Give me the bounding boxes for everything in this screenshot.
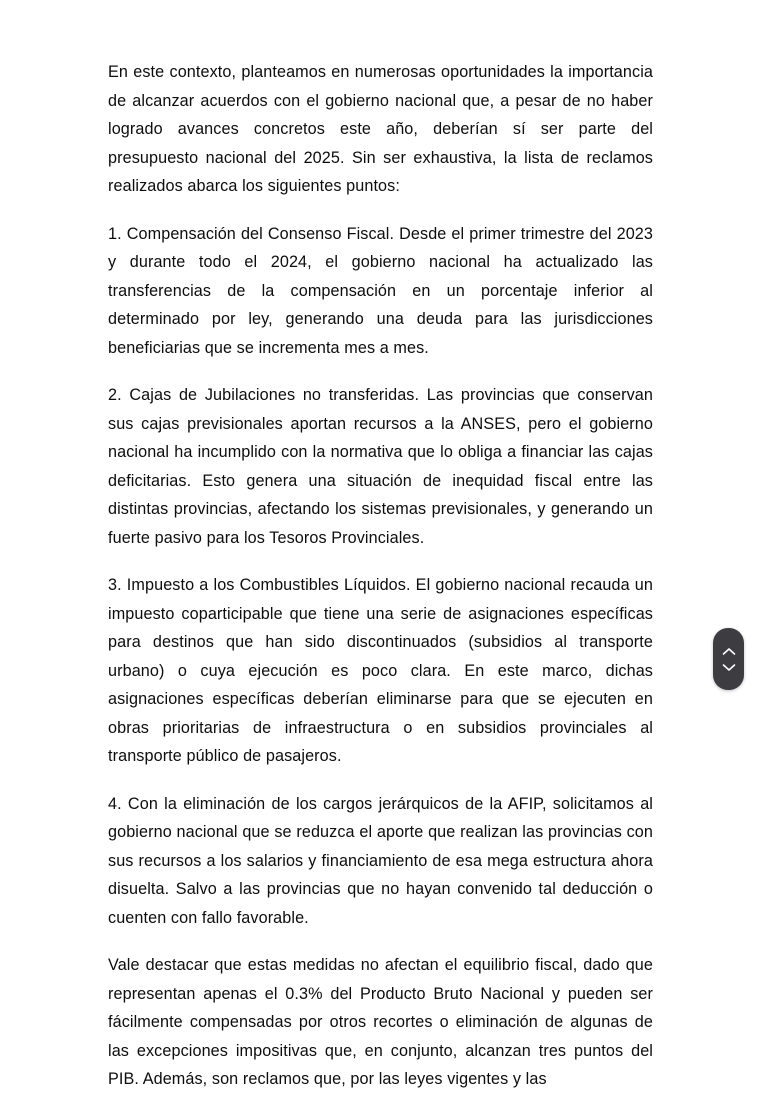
- paragraph: 2. Cajas de Jubilaciones no transferidas. Las provincias que conservan sus cajas previsionales aportan recursos a la ANSES, pero el gobierno nacional ha incumplido con la normativa que lo obliga a financiar las cajas deficitarias. Esto genera una situación de inequidad fiscal entre las distintas provincias, afectando los sistemas previsionales, y generando un fuerte pasivo para los Tesoros Provinciales.: [108, 386, 653, 547]
- chevron-down-icon[interactable]: [722, 660, 736, 674]
- paragraph: Vale destacar que estas medidas no afectan el equilibrio fiscal, dado que representan apenas el 0.3% del Producto Bruto Nacional y pueden ser fácilmente compensadas por otros recortes o eliminación de algunas de las excepciones impositivas que, en conjunto, alcanzan tres puntos del PIB. Además, son reclamos que, por las leyes vigentes y las: [108, 956, 653, 1088]
- chevron-up-icon[interactable]: [722, 644, 736, 658]
- paragraph: 4. Con la eliminación de los cargos jerárquicos de la AFIP, solicitamos al gobierno nacional que se reduzca el aporte que realizan las provincias con sus recursos a los salarios y financiamiento de esa mega estructura ahora disuelta. Salvo a las provincias que no hayan convenido tal deducción o cuenten con fallo favorable.: [108, 794, 653, 927]
- paragraph: 1. Compensación del Consenso Fiscal. Desde el primer trimestre del 2023 y durante todo el 2024, el gobierno nacional ha actualizado las transferencias de la compensación en un porcentaje inferior al determinado por ley, generando una deuda para las jurisdicciones beneficiarias que se incrementa mes a mes.: [108, 224, 653, 357]
- paragraph: 3. Impuesto a los Combustibles Líquidos. El gobierno nacional recauda un impuesto coparticipable que tiene una serie de asignaciones específicas para destinos que han sido discontinuados (subsidios al transporte urbano) o cuya ejecución es poco clara. En este marco, dichas asignaciones específicas deberían eliminarse para que se ejecuten en obras prioritarias de infraestructura o en subsidios provinciales al transporte público de pasajeros.: [108, 576, 653, 765]
- document-body: [108, 58, 653, 1094]
- scroll-navigation-widget[interactable]: [713, 628, 744, 690]
- paragraph: En este contexto, planteamos en numerosas oportunidades la importancia de alcanzar acuerdos con el gobierno nacional que, a pesar de no haber logrado avances concretos este año, deberían sí ser parte del presupuesto nacional del 2025. Sin ser exhaustiva, la lista de reclamos realizados abarca los siguientes puntos:: [108, 63, 653, 195]
